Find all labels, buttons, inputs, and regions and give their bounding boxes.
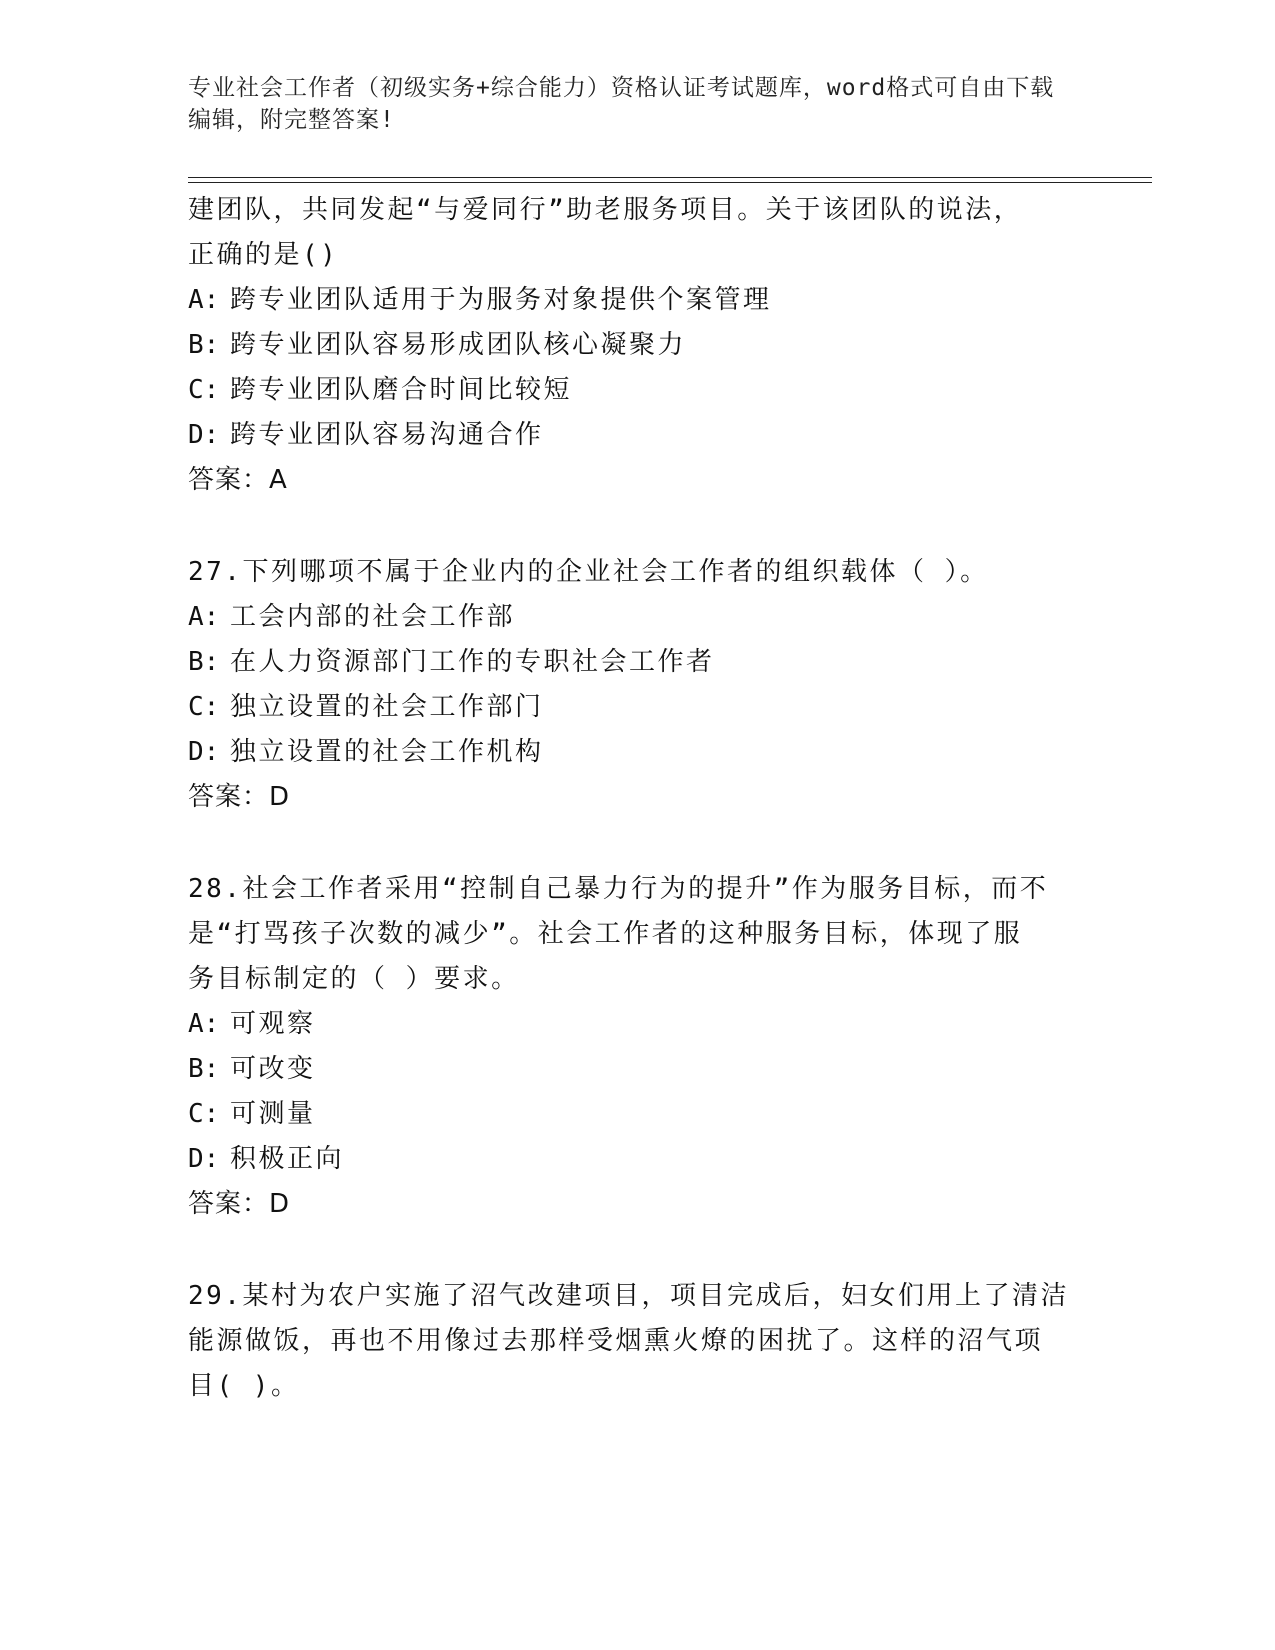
option-b — [188, 640, 1088, 685]
option-d — [188, 730, 1088, 775]
question-spacer — [188, 503, 1088, 550]
question-stem-line: 建团队，共同发起“与爱同行”助老服务项目。关于该团队的说法， — [188, 195, 1023, 225]
option-d — [188, 1137, 1088, 1182]
question-stem-line: 务目标制定的（ ）要求。 — [188, 964, 520, 994]
option-a — [188, 1002, 1088, 1047]
question-spacer — [188, 820, 1088, 867]
option-letter: D: — [188, 420, 220, 450]
question-spacer — [188, 1227, 1088, 1274]
option-letter: B: — [188, 1054, 220, 1084]
option-letter: B: — [188, 647, 220, 677]
option-letter: C: — [188, 1099, 220, 1129]
question-stem-line: 目( )。 — [188, 1371, 300, 1401]
question-26 — [188, 188, 1088, 503]
option-text: 在人力资源部门工作的专职社会工作者 — [230, 647, 715, 677]
option-c — [188, 685, 1088, 730]
option-a — [188, 595, 1088, 640]
question-stem-line: 29.某村为农户实施了沼气改建项目，项目完成后，妇女们用上了清洁 — [188, 1281, 1069, 1311]
question-28 — [188, 867, 1088, 1227]
question-29 — [188, 1274, 1088, 1409]
answer-label: 答案：D — [188, 1189, 291, 1219]
header-line-2: 编辑，附完整答案! — [188, 107, 395, 133]
option-letter: A: — [188, 285, 220, 315]
option-letter: D: — [188, 1144, 220, 1174]
question-stem-line: 28.社会工作者采用“控制自己暴力行为的提升”作为服务目标，而不 — [188, 874, 1049, 904]
option-letter: B: — [188, 330, 220, 360]
document-header — [188, 72, 1088, 136]
option-text: 跨专业团队容易形成团队核心凝聚力 — [230, 330, 687, 360]
header-divider-top — [188, 177, 1152, 178]
question-27 — [188, 550, 1088, 820]
answer-label: 答案：D — [188, 782, 291, 812]
option-letter: D: — [188, 737, 220, 767]
option-text: 跨专业团队适用于为服务对象提供个案管理 — [230, 285, 772, 315]
option-text: 可测量 — [230, 1099, 316, 1129]
option-letter: A: — [188, 1009, 220, 1039]
option-c — [188, 1092, 1088, 1137]
option-letter: C: — [188, 692, 220, 722]
option-text: 积极正向 — [230, 1144, 345, 1174]
option-b — [188, 323, 1088, 368]
option-c — [188, 368, 1088, 413]
option-text: 可观察 — [230, 1009, 316, 1039]
option-text: 独立设置的社会工作机构 — [230, 737, 544, 767]
option-b — [188, 1047, 1088, 1092]
answer-label: 答案：A — [188, 465, 288, 495]
option-d — [188, 413, 1088, 458]
option-text: 可改变 — [230, 1054, 316, 1084]
header-line-1: 专业社会工作者（初级实务+综合能力）资格认证考试题库，word格式可自由下载 — [188, 75, 1055, 101]
option-text: 独立设置的社会工作部门 — [230, 692, 544, 722]
option-letter: C: — [188, 375, 220, 405]
option-letter: A: — [188, 602, 220, 632]
question-content — [188, 188, 1088, 1409]
question-stem-line: 正确的是() — [188, 240, 339, 270]
option-text: 跨专业团队磨合时间比较短 — [230, 375, 573, 405]
header-divider-bottom — [188, 182, 1152, 183]
option-a — [188, 278, 1088, 323]
question-stem-line: 能源做饭，再也不用像过去那样受烟熏火燎的困扰了。这样的沼气项 — [188, 1326, 1044, 1356]
option-text: 工会内部的社会工作部 — [230, 602, 516, 632]
question-stem-line: 27.下列哪项不属于企业内的企业社会工作者的组织载体（ ）。 — [188, 557, 989, 587]
question-stem-line: 是“打骂孩子次数的减少”。社会工作者的这种服务目标，体现了服 — [188, 919, 1023, 949]
option-text: 跨专业团队容易沟通合作 — [230, 420, 544, 450]
